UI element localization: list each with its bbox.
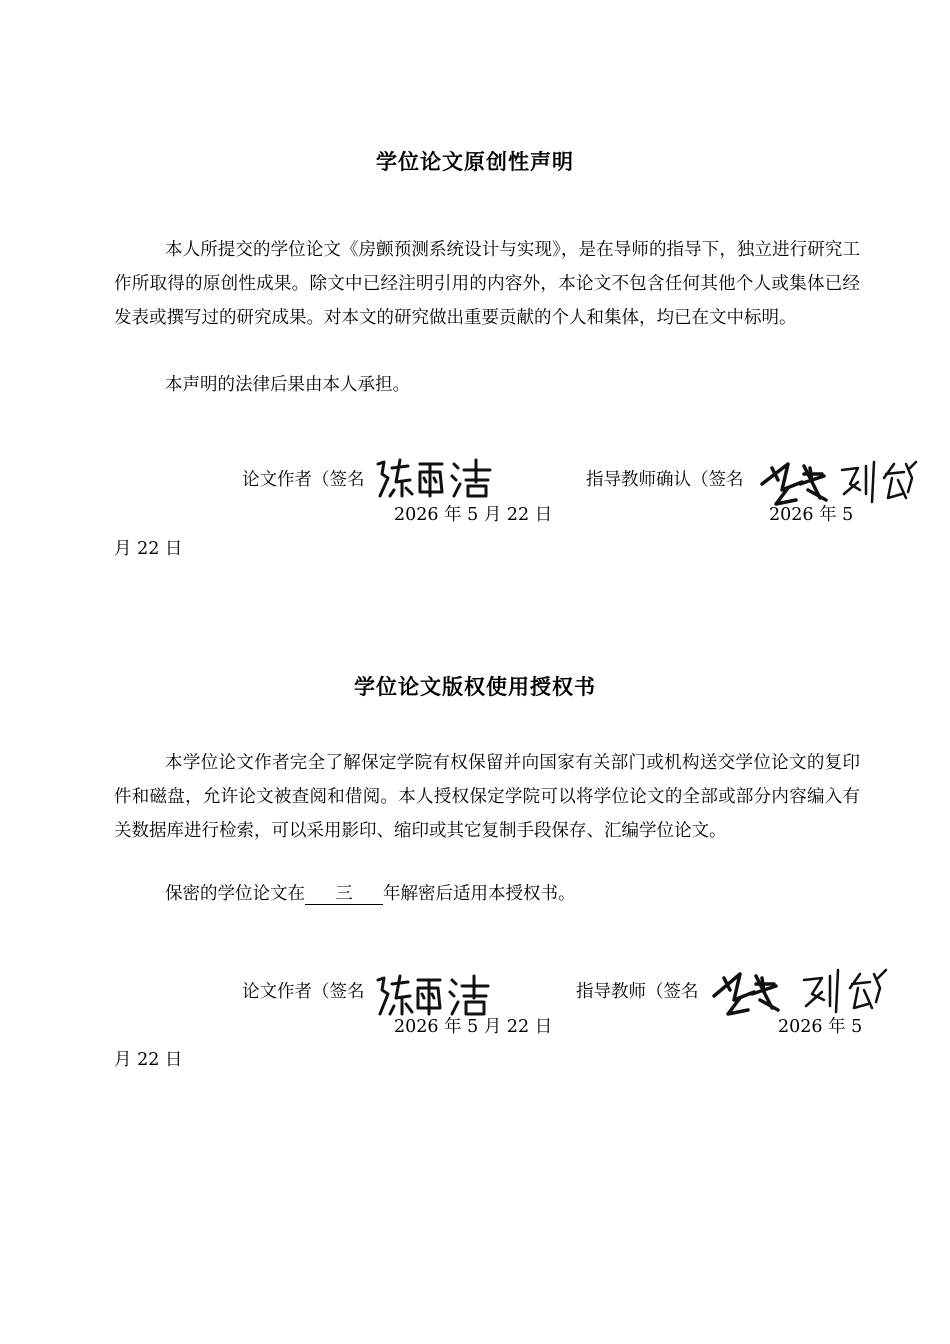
authorization-paragraph-1: 本学位论文作者完全了解保定学院有权保留并向国家有关部门或机构送交学位论文的复印件和磁盘，允许论文被查阅和借阅。本人授权保定学院可以将学位论文的全部或部分内容编入有关数据库进行检索，可以采用影印、缩印或其它复制手段保存、汇编学位论文。 <box>114 753 860 841</box>
declaration-advisor-signature <box>758 454 920 510</box>
authorization-author-date: 2026 年 5 月 22 日 <box>394 1017 553 1037</box>
authorization-author-label: 论文作者（签名 <box>242 982 365 1002</box>
declaration-advisor-label: 指导教师确认（签名 <box>586 470 744 490</box>
secret-prefix: 保密的学位论文在 <box>165 884 305 904</box>
secret-suffix: 年解密后适用本授权书。 <box>383 884 576 904</box>
declaration-paragraph-2: 本声明的法律后果由本人承担。 <box>165 375 410 395</box>
declaration-paragraph-1: 本人所提交的学位论文《房颤预测系统设计与实现》，是在导师的指导下，独立进行研究工作所取得的原创性成果。除文中已经注明引用的内容外，本论文不包含任何其他个人或集体已经发表或撰写过的研究成果。对本文的研究做出重要贡献的个人和集体，均已在文中标明。 <box>114 240 860 328</box>
authorization-advisor-label: 指导教师（签名 <box>576 982 699 1002</box>
secret-years: 三 <box>305 884 383 905</box>
authorization-advisor-signature <box>710 962 892 1018</box>
authorization-author-signature <box>374 972 494 1018</box>
declaration-author-label: 论文作者（签名 <box>242 470 365 490</box>
authorization-advisor-date-line-1: 2026 年 5 <box>778 1017 863 1037</box>
authorization-secret-line <box>165 882 576 906</box>
declaration-advisor-date-line-2: 月 22 日 <box>114 539 183 559</box>
declaration-title: 学位论文原创性声明 <box>376 150 574 174</box>
authorization-advisor-date-line-2: 月 22 日 <box>114 1050 183 1070</box>
authorization-title: 学位论文版权使用授权书 <box>354 675 596 699</box>
declaration-advisor-date-line-1: 2026 年 5 <box>769 505 854 525</box>
declaration-author-date: 2026 年 5 月 22 日 <box>394 505 553 525</box>
declaration-author-signature <box>374 456 498 500</box>
